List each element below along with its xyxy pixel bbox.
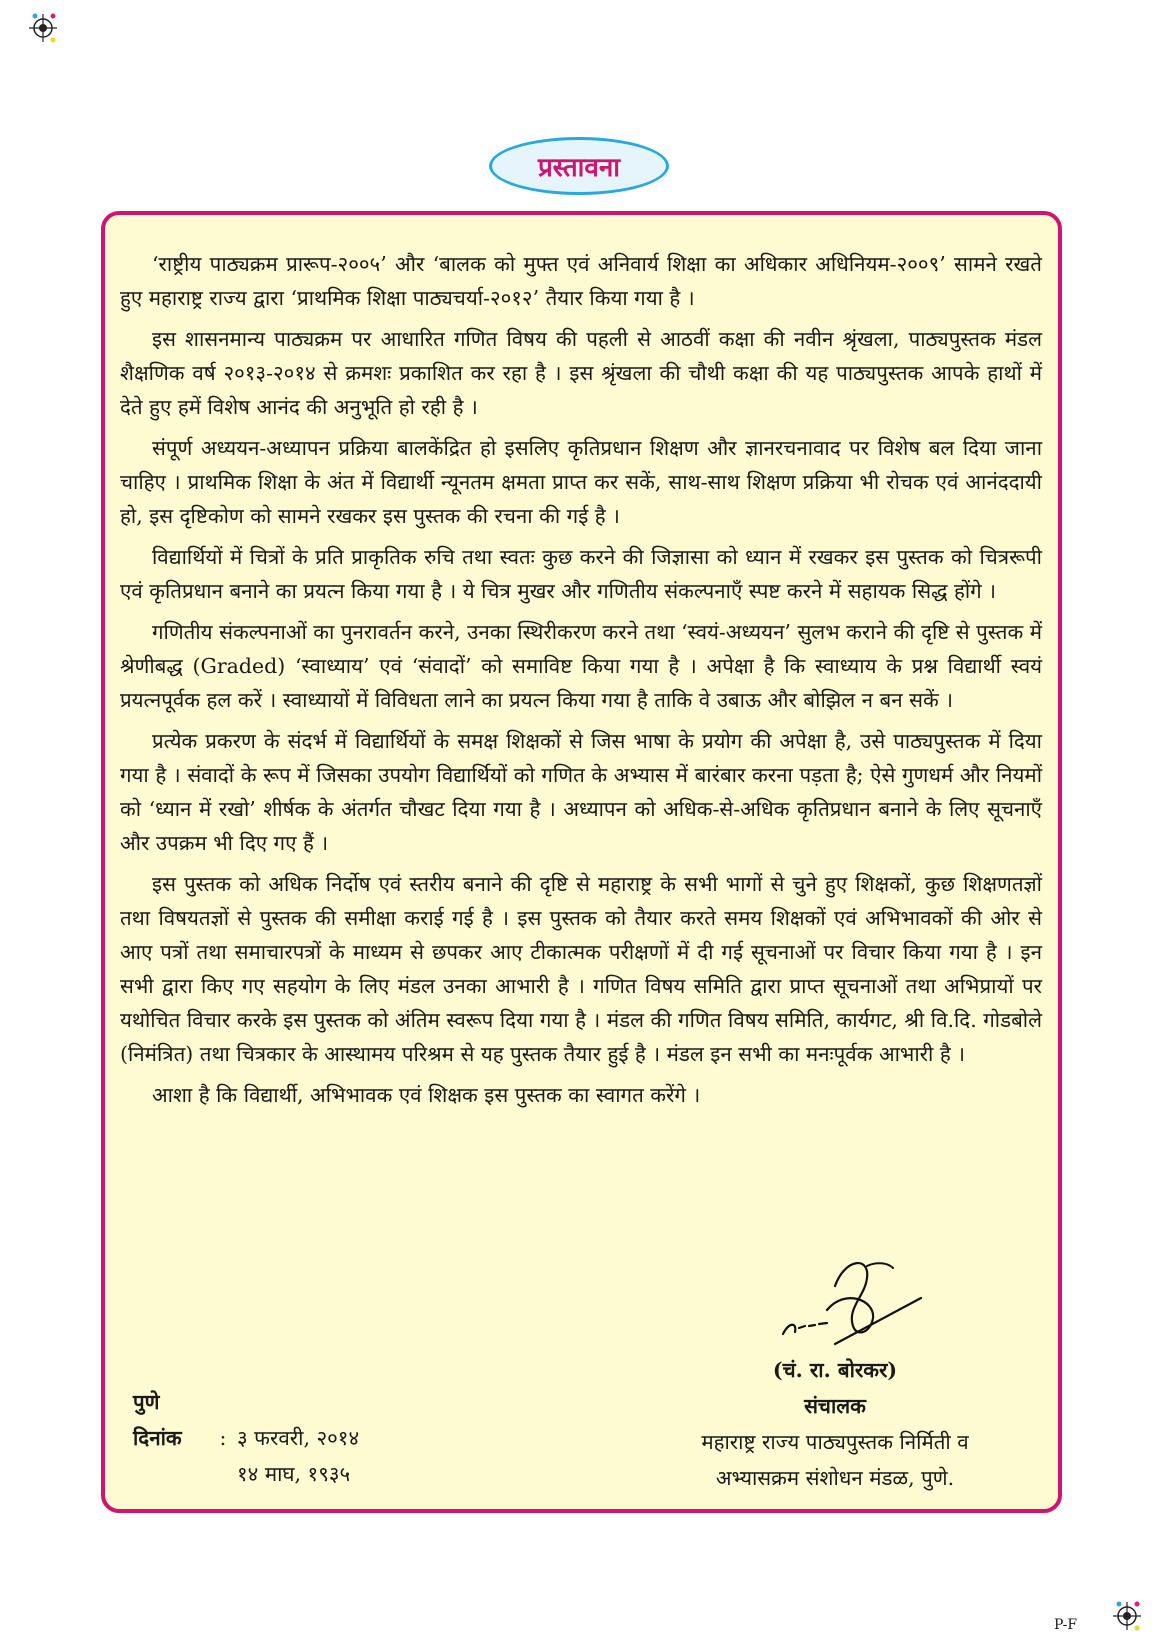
- signatory-designation: संचालक: [804, 1394, 866, 1418]
- page-code: P-F: [1054, 1617, 1078, 1633]
- page-title: प्रस्तावना: [537, 153, 621, 183]
- preface-body: [120, 247, 1042, 1119]
- date-separator: :: [219, 1426, 227, 1450]
- organization-line: महाराष्ट्र राज्य पाठ्यपुस्तक निर्मिती व: [701, 1430, 969, 1454]
- organization-line: अभ्यासक्रम संशोधन मंडळ, पुणे.: [715, 1466, 955, 1490]
- date-saka: १४ माघ, १९३५: [237, 1462, 351, 1486]
- signatory-block: [660, 1352, 1010, 1496]
- signatory-name: (चं. रा. बोरकर): [772, 1358, 898, 1382]
- date-label: दिनांक: [133, 1426, 182, 1450]
- registration-mark-icon: [1110, 1598, 1144, 1632]
- paragraph: इस शासनमान्य पाठ्यक्रम पर आधारित गणित विषय की पहली से आठवीं कक्षा की नवीन श्रृंखला, पाठ्यपुस्तक मंडल शैक्षणिक वर्ष २०१३-२०१४ से क्रमशः प्रकाशित कर रहा है । इस श्रृंखला की चौथी कक्षा की यह पाठ्यपुस्तक आपके हाथों में देते हुए हमें विशेष आनंद की अनुभूति हो रही है ।: [120, 327, 1042, 419]
- paragraph: इस पुस्तक को अधिक निर्दोष एवं स्तरीय बनाने की दृष्टि से महाराष्ट्र के सभी भागों से चुने हुए शिक्षकों, कुछ शिक्षणतज्ञों तथा विषयतज्ञों से पुस्तक की समीक्षा कराई गई है । इस पुस्तक को तैयार करते समय शिक्षकों एवं अभिभावकों की ओर से आए पत्रों तथा समाचारपत्रों के माध्यम से छपकर आए टीकात्मक परीक्षणों में दी गई सूचनाओं पर विचार किया गया है । इन सभी द्वारा किए गए सहयोग के लिए मंडल उनका आभारी है । गणित विषय समिति द्वारा प्राप्त सूचनाओं तथा अभिप्रायों पर यथोचित विचार करके इस पुस्तक को अंतिम स्वरूप दिया गया है । मंडल की गणित विषय समिति, कार्यगट, श्री वि.दि. गोडबोले (निमंत्रित) तथा चित्रकार के आस्थामय परिश्रम से यह पुस्तक तैयार हुई है । मंडल इन सभी का मनःपूर्वक आभारी है ।: [120, 872, 1042, 1066]
- place: पुणे: [133, 1390, 160, 1414]
- paragraph: प्रत्येक प्रकरण के संदर्भ में विद्यार्थियों के समक्ष शिक्षकों से जिस भाषा के प्रयोग की अपेक्षा है, उसे पाठ्यपुस्तक में दिया गया है । संवादों के रूप में जिसका उपयोग विद्यार्थियों को गणित के अभ्यास में बारंबार करना पड़ता है; ऐसे गुणधर्म और नियमों को ‘ध्यान में रखो’ शीर्षक के अंतर्गत चौखट दिया गया है । अध्यापन को अधिक-से-अधिक कृतिप्रधान बनाने के लिए सूचनाएँ और उपक्रम भी दिए गए हैं ।: [120, 729, 1042, 855]
- date-row: [133, 1420, 463, 1456]
- paragraph: संपूर्ण अध्ययन-अध्यापन प्रक्रिया बालकेंद्रित हो इसलिए कृतिप्रधान शिक्षण और ज्ञानरचनावाद पर विशेष बल दिया जाना चाहिए । प्राथमिक शिक्षा के अंत में विद्यार्थी न्यूनतम क्षमता प्राप्त कर सकें, साथ-साथ शिक्षण प्रक्रिया भी रोचक एवं आनंददायी हो, इस दृष्टिकोण को सामने रखकर इस पुस्तक की रचना की गई है ।: [120, 436, 1042, 528]
- registration-mark-icon: [26, 10, 60, 44]
- paragraph: आशा है कि विद्यार्थी, अभिभावक एवं शिक्षक इस पुस्तक का स्वागत करेंगे ।: [152, 1083, 701, 1107]
- signature-image: [775, 1248, 925, 1348]
- title-oval: [489, 137, 669, 195]
- paragraph: ‘राष्ट्रीय पाठ्यक्रम प्रारूप-२००५’ और ‘बालक को मुफ्त एवं अनिवार्य शिक्षा का अधिकार अधिनियम-२००९’ सामने रखते हुए महाराष्ट्र राज्य द्वारा ‘प्राथमिक शिक्षा पाठ्यचर्या-२०१२’ तैयार किया गया है ।: [120, 252, 1042, 310]
- place-date-block: [133, 1384, 463, 1492]
- date-gregorian: ३ फरवरी, २०१४: [237, 1426, 360, 1450]
- paragraph: विद्यार्थियों में चित्रों के प्रति प्राकृतिक रुचि तथा स्वतः कुछ करने की जिज्ञासा को ध्यान में रखकर इस पुस्तक को चित्ररूपी एवं कृतिप्रधान बनाने का प्रयत्न किया गया है । ये चित्र मुखर और गणितीय संकल्पनाएँ स्पष्ट करने में सहायक सिद्ध होंगे ।: [120, 545, 1042, 603]
- date-row: [133, 1456, 463, 1492]
- paragraph: गणितीय संकल्पनाओं का पुनरावर्तन करने, उनका स्थिरीकरण करने तथा ‘स्वयं-अध्ययन’ सुलभ कराने की दृष्टि से पुस्तक में श्रेणीबद्ध (Graded) ‘स्वाध्याय’ एवं ‘संवादों’ को समाविष्ट किया गया है । अपेक्षा है कि स्वाध्याय के प्रश्न विद्यार्थी स्वयं प्रयत्नपूर्वक हल करें । स्वाध्यायों में विविधता लाने का प्रयत्न किया गया है ताकि वे उबाऊ और बोझिल न बन सकें ।: [120, 620, 1042, 712]
